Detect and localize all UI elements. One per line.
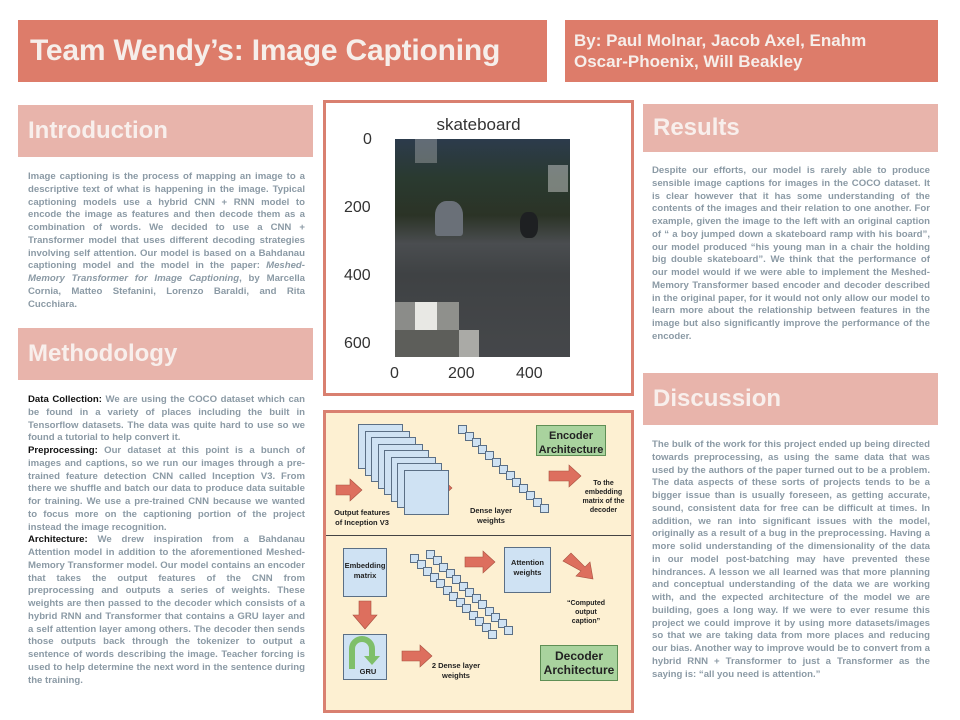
poster-title: Team Wendy’s: Image Captioning — [18, 20, 547, 82]
x-tick: 200 — [448, 365, 475, 382]
method-label: Preprocessing: — [28, 445, 98, 456]
box-label: Embedding matrix — [344, 561, 386, 580]
arrow-diagonal-icon — [563, 553, 593, 579]
method-item — [28, 394, 305, 445]
results-heading: Results — [643, 104, 938, 152]
methodology-text — [28, 394, 305, 687]
label-line: Architecture — [538, 444, 604, 456]
y-tick: 200 — [344, 199, 371, 216]
skateboard-photo — [395, 139, 570, 357]
box-label: GRU — [359, 667, 377, 676]
method-item — [28, 445, 305, 534]
x-tick: 0 — [390, 365, 399, 382]
arrow-down-icon — [353, 601, 377, 629]
architecture-diagram — [323, 410, 634, 713]
method-label: Architecture: — [28, 534, 88, 546]
arrow-right-icon — [549, 465, 581, 487]
label-line: Architecture — [543, 663, 615, 677]
introduction-heading: Introduction — [18, 105, 313, 157]
weight-cell — [488, 630, 497, 639]
introduction-text — [28, 171, 305, 311]
authors-line-1: By: Paul Molnar, Jacob Axel, Enahm — [574, 31, 867, 50]
weight-cell — [540, 504, 549, 513]
intro-text-part: , by Marcella Cornia, Matteo Stefanini, Lorenzo Baraldi, and Rita Cucchiara. — [28, 273, 305, 310]
arrow-right-icon — [402, 645, 432, 667]
x-tick: 400 — [516, 365, 543, 382]
y-tick: 400 — [344, 267, 371, 284]
arrow-right-icon — [336, 479, 362, 501]
methodology-heading: Methodology — [18, 328, 313, 380]
feature-map — [404, 470, 449, 515]
figure-title: skateboard — [436, 115, 521, 134]
box-label: Attention weights — [511, 558, 544, 577]
paper-title: Meshed-Memory Transformer for Image Captioning — [28, 260, 305, 284]
authors-box — [565, 20, 938, 82]
intro-text-part: Image captioning is the process of mapping an image to a descriptive text of what is happening in the image. Typical captioning models use a hybrid CNN + RNN model to encode the image as features and then decode them as a combination of words. We decided to use a CNN + Transformer model that uses different decoding strategies involving self attention. Our model is based on a Bahdanau captioning model and the model in the paper: — [28, 171, 305, 272]
label-line: Encoder — [548, 430, 593, 442]
dense2-label: 2 Dense layer weights — [431, 661, 481, 680]
attention-figure — [323, 100, 634, 396]
authors-line-2: Oscar-Phoenix, Will Beakley — [574, 52, 803, 71]
method-body: We drew inspiration from a Bahdanau Attention model in addition to the aforementioned Meshed-Memory Transformer model. Our model contains an encoder that takes the output features of the CNN from preprocessing and outputs a series of weights. These weights are then passed to the decoder which consists of a hybrid RNN and Transformer that contains a GRU layer and a self attention layer among others. The decoder then sends those outputs back through the tokenizer to output a sentence of words describing the image. Teacher forcing is used to help determine the next word in the sentence during the training. — [28, 534, 305, 686]
arrow-right-icon — [465, 551, 495, 573]
method-item — [28, 534, 305, 687]
computed-caption-label: “Computed output caption” — [566, 600, 606, 625]
output-features-label: Output features of Inception V3 — [334, 508, 390, 527]
results-text: Despite our efforts, our model is rarely able to produce sensible image captions for images in the COCO dataset. It is clear however that it has some understanding of the contents of the images and their relation to one another. For example, given the image to the left with an original caption of “ a boy jumped down a skateboard ramp with his board”, our model produced “his young man in a chair the holding big double skateboard”. We think that the performance of our model would if we were able to implement the Meshed-Memory Transformer based encoder and decoder described in the original paper, for it would not only allow our model to learn more about the relationship between features in the image but also significantly improve the performance of the encoder. — [652, 165, 930, 342]
discussion-text: The bulk of the work for this project ended up being directed towards preprocessing, as using the same data that was used by the authors of the paper turned out to be a problem. The data aspects of these sorts of projects tends to be a bigger issue than is usually foreseen, as getting accurate, sound, consistent data for free can be difficult at times. In addition, we ran into significant issues with the model, originally as a result of a bug in the preprocessing. Having a more solid understanding of the dimensionality of the data in our model post-batching may have prevented these hindrances. A lesson we all learned was that more planning and conceptual understanding of the data we are working with, and the expected architecture of the model we are building, goes a long way. If we were to ever resume this project we could improve it by using more datasets/images so that we are taking data from more places and reducing our bias. Another way to improve would be to convert from a hybrid RNN + Transformer to just a Transformer as the saying is: “all you need is attention.” — [652, 439, 930, 680]
method-body: Our dataset at this point is a bunch of images and captions, so we run our images through a pre-trained feature detection CNN called Inception V3. From there we shuffle and batch our data to produce data suitable for training. We use a pre-trained CNN because we wanted to focus more on the captioning portion of the project instead the image recognition. — [28, 445, 305, 533]
weight-cell — [504, 626, 513, 635]
to-embedding-label: To the embedding matrix of the decoder — [582, 480, 625, 514]
label-line: Decoder — [554, 649, 604, 663]
y-tick: 0 — [363, 131, 372, 148]
dense-weights-label: Dense layer weights — [469, 506, 513, 525]
discussion-heading: Discussion — [643, 373, 938, 425]
y-tick: 600 — [344, 335, 371, 352]
method-body: We are using the COCO dataset which can be found in a variety of places including the built in Tensorflow datasets. The data was quite hard to use so we found a tutorial to help convert it. — [28, 394, 305, 444]
method-label: Data Collection: — [28, 394, 102, 405]
